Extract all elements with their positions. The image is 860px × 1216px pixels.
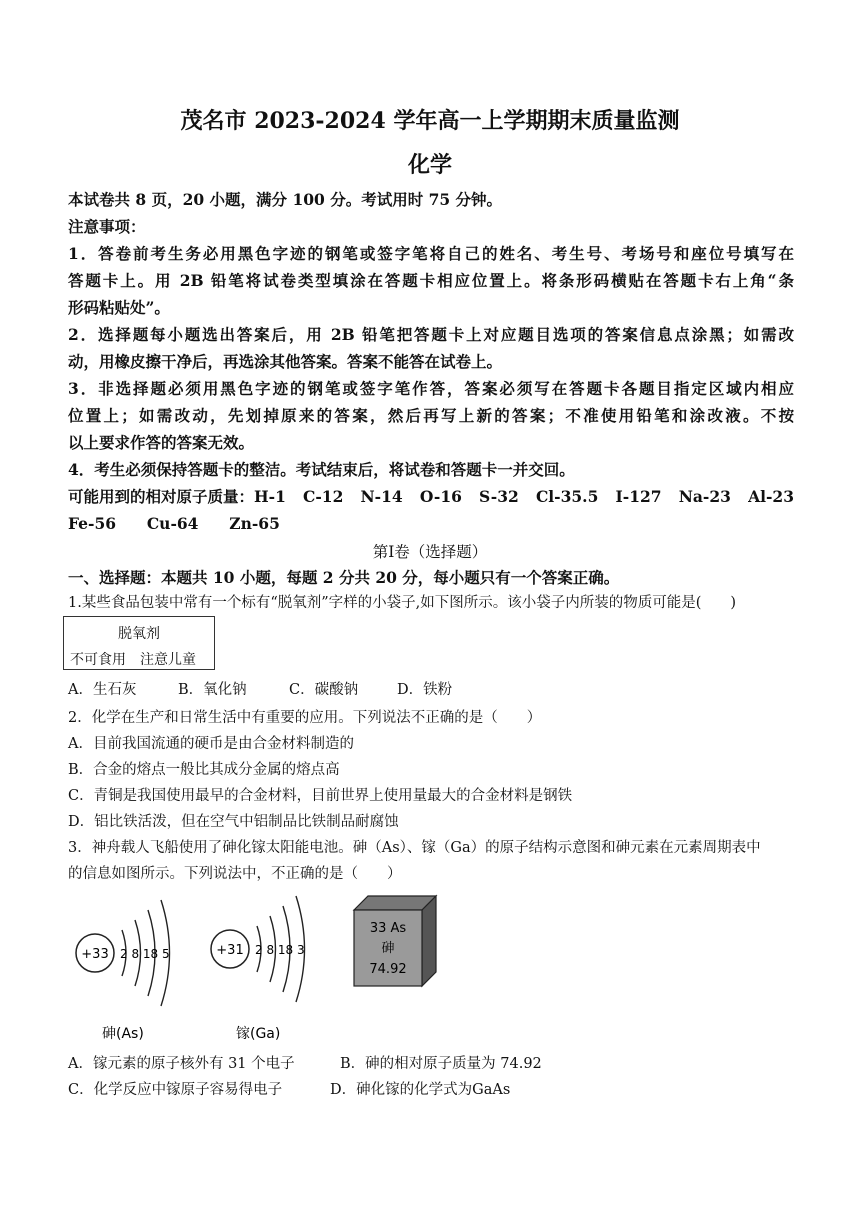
deoxidizer-label-box: [63, 616, 215, 670]
ga-shell-electrons: 2 8 18 3: [255, 943, 305, 957]
exam-title: 茂名市 2023-2024 学年高一上学期期末质量监测: [180, 108, 680, 134]
q2-option-a: A．目前我国流通的硬币是由合金材料制造的: [68, 736, 354, 752]
q3-option-c: C．化学反应中镓原子容易得电子: [68, 1082, 283, 1098]
as-nucleus-label: +33: [81, 947, 109, 962]
arsenic-atom-diagram: [76, 900, 170, 1042]
q2-option-b: B．合金的熔点一般比其成分金属的熔点高: [68, 762, 340, 778]
atomic-mass-item: Cu-64: [146, 514, 199, 533]
as-shell-electrons: 2 8 18 5: [120, 947, 170, 961]
cell-symbol: 33 As: [369, 921, 407, 936]
atomic-mass-line-1: [68, 483, 794, 510]
atom-structure-figure: [60, 880, 540, 1050]
atomic-mass-item: Cl-35.5: [535, 487, 599, 506]
ga-caption: 镓(Ga): [236, 1026, 281, 1042]
q2-option-d: D．铝比铁活泼，但在空气中铝制品比铁制品耐腐蚀: [68, 814, 399, 830]
notice-line: 形码粘贴处”。: [68, 298, 170, 317]
exam-intro: 本试卷共 8 页，20 小题，满分 100 分。考试用时 75 分钟。: [68, 190, 503, 209]
notice-line: 3．非选择题必须用黑色字迹的钢笔或签字笔作答，答案必须写在答题卡各题目指定区域内相应: [68, 379, 794, 398]
atomic-mass-item: Al-23: [748, 487, 794, 506]
exam-subject: 化学: [407, 152, 452, 178]
q1-option-b: B．氧化钠: [178, 682, 247, 698]
atomic-mass-item: Fe-56: [68, 514, 117, 533]
notice-line: 动，用橡皮擦干净后，再选涂其他答案。答案不能答在试卷上。: [68, 352, 503, 371]
q1-option-a: A．生石灰: [68, 682, 137, 698]
gallium-atom-diagram: [211, 896, 305, 1042]
deoxidizer-box-title: 脱氧剂: [118, 626, 160, 642]
atomic-mass-item: Na-23: [678, 487, 731, 506]
q1-stem: 1.某些食品包装中常有一个标有“脱氧剂”字样的小袋子,如下图所示。该小袋子内所装的物质可能是( ): [68, 595, 737, 611]
notice-heading: 注意事项：: [68, 217, 146, 236]
section1-heading: 一、选择题：本题共 10 小题，每题 2 分共 20 分，每小题只有一个答案正确。: [68, 568, 620, 587]
notice-line: 1．答卷前考生务必用黑色字迹的钢笔或签字笔将自己的姓名、考生号、考场号和座位号填写在: [68, 244, 794, 263]
q3-option-b: B．砷的相对原子质量为 74.92: [340, 1056, 542, 1072]
ga-nucleus-label: +31: [216, 943, 244, 958]
atomic-mass-item: N-14: [360, 487, 403, 506]
as-caption: 砷(As): [102, 1026, 144, 1042]
q2-option-c: C．青铜是我国使用最早的合金材料，目前世界上使用量最大的合金材料是钢铁: [68, 788, 573, 804]
q3-stem-line-1: 3．神舟载人飞船使用了砷化镓太阳能电池。砷（As）、镓（Ga）的原子结构示意图和砷元素在元素周期表中: [68, 840, 761, 856]
q3-option-a: A．镓元素的原子核外有 31 个电子: [68, 1056, 295, 1072]
atomic-mass-item: H-1: [254, 487, 286, 506]
atomic-mass-item: C-12: [303, 487, 344, 506]
arsenic-periodic-cell: [354, 896, 436, 986]
atomic-mass-item: Zn-65: [229, 514, 280, 533]
atomic-mass-item: S-32: [479, 487, 519, 506]
notice-line: 以上要求作答的答案无效。: [68, 433, 255, 452]
atomic-mass-label: 可能用到的相对原子质量：: [68, 487, 255, 506]
cell-mass: 74.92: [369, 962, 407, 977]
deoxidizer-box-warning: 不可食用 注意儿童: [70, 652, 196, 668]
cell-name: 砷: [381, 941, 395, 956]
notice-line: 2．选择题每小题选出答案后，用 2B 铅笔把答题卡上对应题目选项的答案信息点涂黑；如需改: [68, 325, 794, 344]
q3-option-d: D．砷化镓的化学式为GaAs: [330, 1082, 511, 1098]
atomic-mass-item: O-16: [419, 487, 462, 506]
notice-line: 位置上；如需改动，先划掉原来的答案，然后再写上新的答案；不准使用铅笔和涂改液。不按: [68, 406, 794, 425]
q1-option-d: D．铁粉: [397, 682, 453, 698]
part1-title: 第Ⅰ卷（选择题）: [372, 543, 488, 561]
q3-stem-line-2: 的信息如图所示。下列说法中，不正确的是（ ）: [68, 866, 402, 882]
q2-stem: 2．化学在生产和日常生活中有重要的应用。下列说法不正确的是（ ）: [68, 710, 542, 726]
notice-line: 4．考生必须保持答题卡的整洁。考试结束后，将试卷和答题卡一并交回。: [68, 460, 575, 479]
atomic-mass-item: I-127: [615, 487, 662, 506]
q1-option-c: C．碳酸钠: [289, 682, 359, 698]
notice-line: 答题卡上。用 2B 铅笔将试卷类型填涂在答题卡相应位置上。将条形码横贴在答题卡右上角“条: [68, 271, 794, 290]
atomic-mass-line-2: [68, 510, 794, 537]
